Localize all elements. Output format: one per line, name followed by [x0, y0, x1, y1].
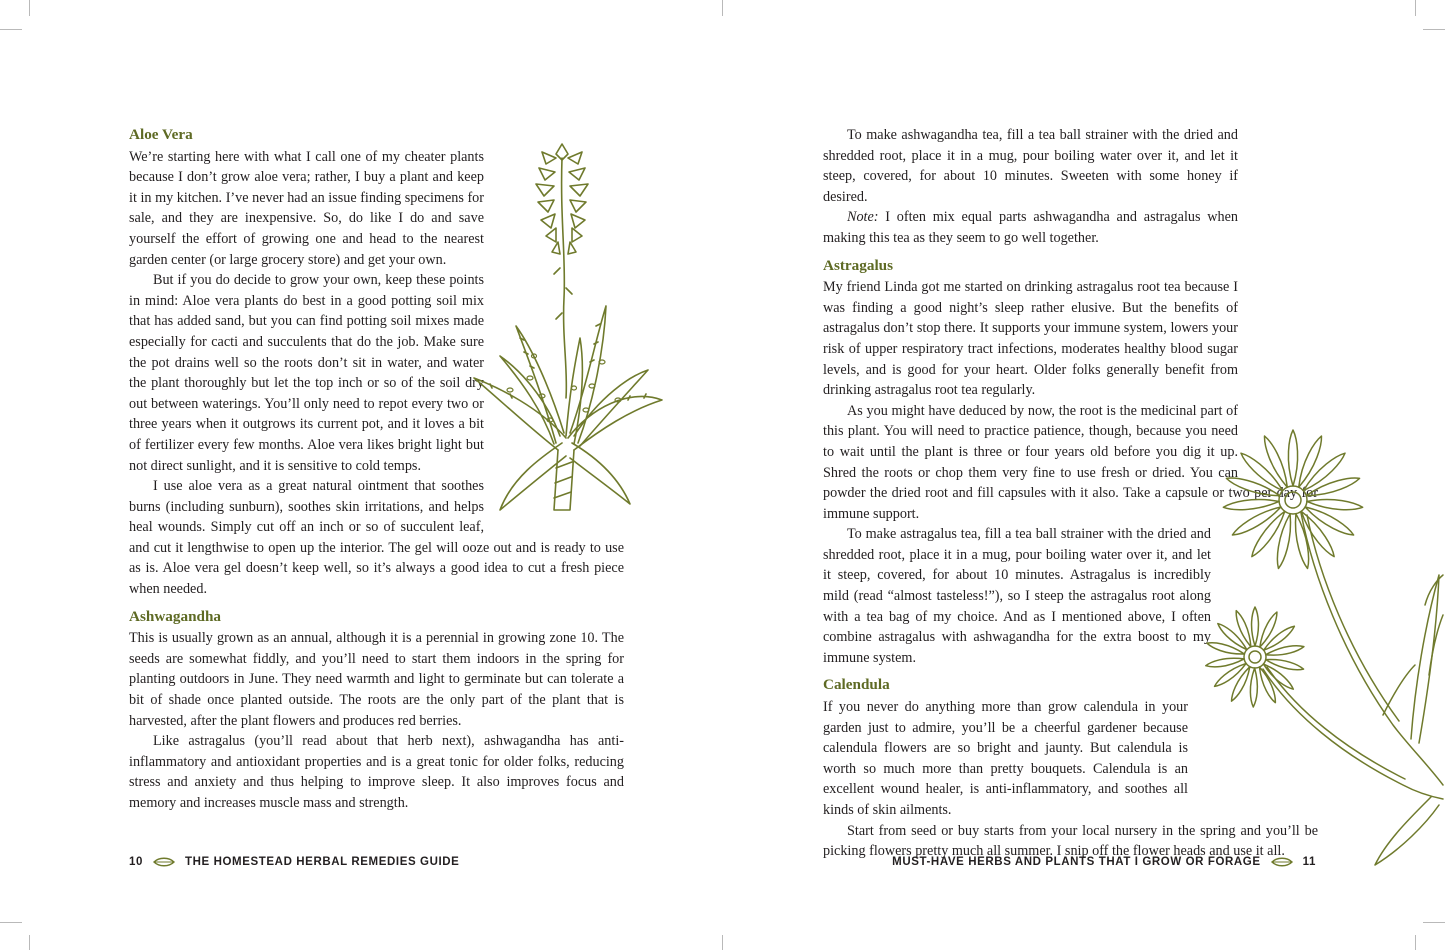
- calendula-illustration: [1193, 425, 1445, 880]
- right-page: [723, 0, 1445, 950]
- paragraph: To make astragalus tea, fill a tea ball strainer with the dried and shredded root, place it in a mug, pour boiling water over it, and let it steep, covered, for about 10 minutes. Astragalus is incredibly mild (read “almost tasteless!”), so I steep the astragalus root along with a tea bag of my choice. And as I mentioned above, I often combine astragalus with ashwagandha for the extra boost to my immune system.: [823, 526, 1211, 666]
- paragraph: We’re starting here with what I call one of my cheater plants because I don’t grow aloe vera; rather, I buy a plant and keep it in my kitchen. I’ve never had an issue finding specimens for sale, and they are inexpensive. So, do like I do and save yourself the effort of growing one and head to the nearest garden center (or large grocery store) and get your own.: [129, 148, 484, 268]
- paragraph: I use aloe vera as a great natural ointment that soothes burns (including sunburn), soothes skin irritations, and helps heal wounds. Simply cut off an inch or so of succulent leaf, and cut it lengthwise to open up the interior. The gel will ooze out and is ready to use as is. Aloe vera gel doesn’t keep well, so it’s always a good idea to cut a fresh piece when needed.: [129, 478, 624, 598]
- paragraph: My friend Linda got me started on drinking astragalus root tea because I was finding a good night’s sleep rather elusive. But the benefits of astragalus don’t stop there. It supports your immune system, lowers your risk of upper respiratory tract infections, moderates healthy blood sugar levels, and is good for your heart. Older folks generally benefit from drinking astragalus root tea regularly.: [823, 279, 1238, 399]
- leaf-ornament-icon: [153, 857, 175, 867]
- section-heading-calendula: Calendula: [823, 676, 890, 694]
- page-number: 10: [129, 856, 143, 868]
- paragraph: Start from seed or buy starts from your local nursery in the spring and you’ll be picking flowers pretty much all summer. I snip off the flower heads and use it all.: [823, 822, 1318, 860]
- note-label: Note:: [847, 209, 879, 226]
- section-heading-astragalus: Astragalus: [823, 256, 894, 274]
- note-text: I often mix equal parts ashwagandha and astragalus when making this tea as they seem to go well together.: [823, 209, 1238, 246]
- left-footer: [129, 856, 459, 868]
- note-paragraph: [823, 207, 1318, 248]
- section-heading-aloe-vera: Aloe Vera: [129, 126, 193, 143]
- page-number: 11: [1302, 856, 1316, 868]
- running-title: MUST-HAVE HERBS AND PLANTS THAT I GROW OR FORAGE: [892, 856, 1261, 868]
- right-footer: [892, 856, 1316, 868]
- leaf-ornament-icon: [1271, 857, 1293, 867]
- left-page: [0, 0, 722, 950]
- paragraph: As you might have deduced by now, the root is the medicinal part of this plant. You will need to practice patience, though, because you need to wait until the plant is three or four years old before you dig it up. Shred the roots or chop them very fine to use fresh or dried. You can powder the dried root and fill capsules with it also. Take a capsule or two per day for immune support.: [823, 402, 1318, 522]
- paragraph: Like astragalus (you’ll read about that herb next), ashwagandha has anti-inflammatory and antioxidant properties and is a great tonic for older folks, reducing stress and anxiety and thus helping to improve sleep. It also improves focus and memory and increases muscle mass and strength.: [129, 733, 624, 811]
- paragraph: To make ashwagandha tea, fill a tea ball strainer with the dried and shredded root, place it in a mug, pour boiling water over it, and let it steep, covered, for about 10 minutes. Sweeten with some honey if desired.: [823, 127, 1238, 205]
- running-title: THE HOMESTEAD HERBAL REMEDIES GUIDE: [185, 856, 460, 868]
- paragraph: This is usually grown as an annual, although it is a perennial in growing zone 10. The seeds are somewhat fiddly, and you’ll need to start them indoors in the spring for planting outdoors in June. They need warmth and light to germinate but can tolerate a bit of shade once planted outside. The roots are the only part of the plant that is harvested, after the plant flowers and produces red berries.: [129, 630, 624, 729]
- section-heading-ashwagandha: Ashwagandha: [129, 607, 222, 625]
- aloe-vera-illustration: [470, 138, 665, 518]
- paragraph: But if you do decide to grow your own, keep these points in mind: Aloe vera plants do best in a good potting soil mix that has added sand, but you can find potting soil mixes made especially for cacti and succulents that do the job. Make sure the pot drains well so the roots don’t sit in water, and water the plant thoroughly but let the top inch or so of the soil dry out between waterings. You’ll only need to repot every two or three years when it outgrows its current pot, and it loves a bit of fertilizer every few months. Aloe vera likes bright light but not direct sunlight, and it is sensitive to cold temps.: [129, 272, 484, 474]
- paragraph: If you never do anything more than grow calendula in your garden just to admire, you’ll be a cheerful gardener because calendula flowers are so bright and jaunty. But calendula is worth so much more than pretty bouquets. Calendula is an excellent wound healer, is anti-inflammatory, and soothes all kinds of skin ailments.: [823, 699, 1188, 818]
